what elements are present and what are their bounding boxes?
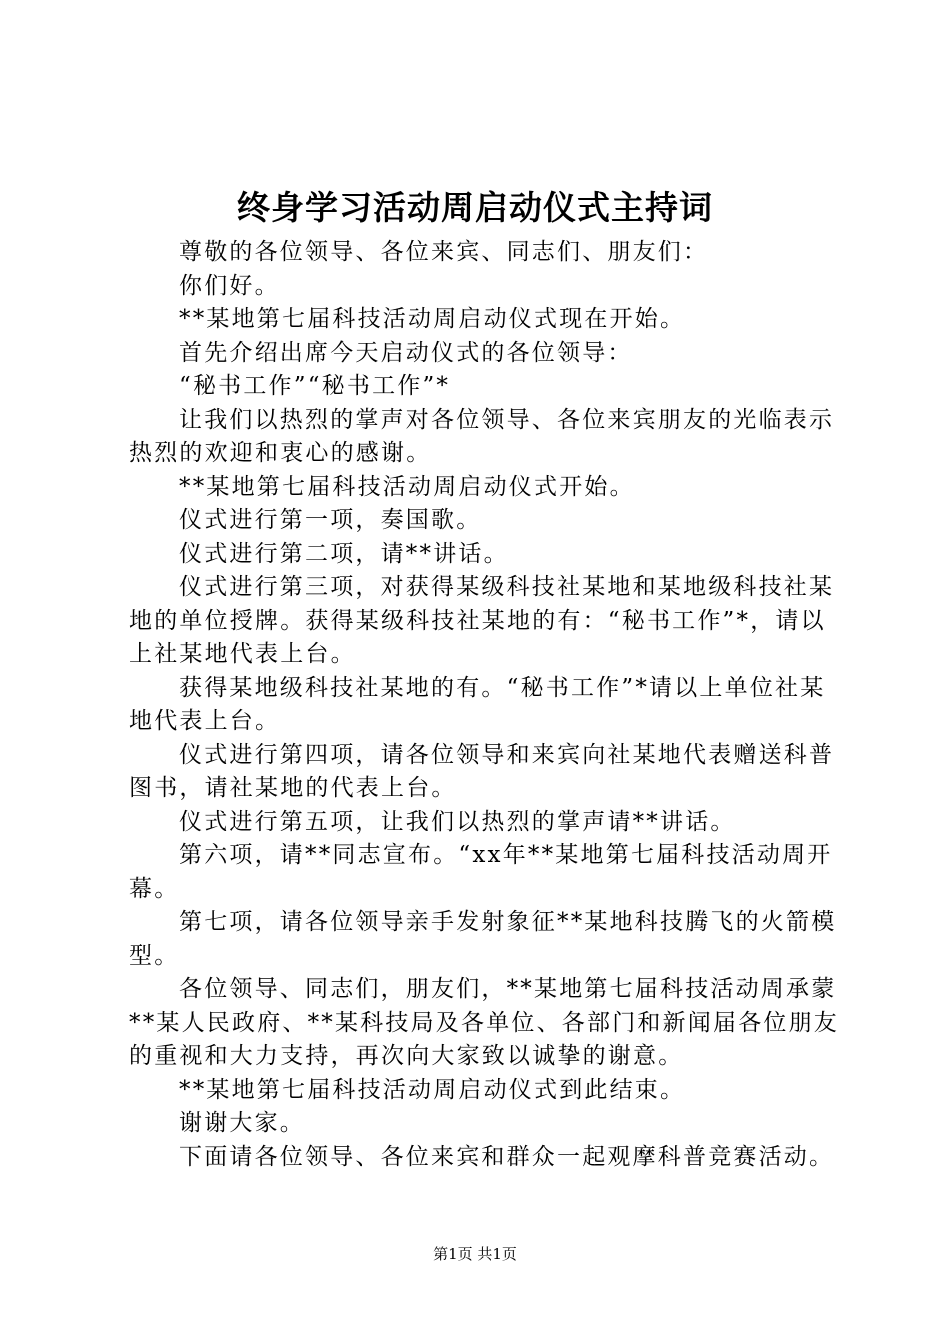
paragraph-item-3: 仪式进行第三项，对获得某级科技社某地和某地级科技社某地的单位授牌。获得某级科技社某地的有：“秘书工作”*，请以上社某地代表上台。	[129, 574, 835, 667]
paragraph-welcome: 让我们以热烈的掌声对各位领导、各位来宾朋友的光临表示热烈的欢迎和衷心的感谢。	[129, 406, 835, 466]
paragraph-item-4: 仪式进行第四项，请各位领导和来宾向社某地代表赠送科普图书，请社某地的代表上台。	[129, 741, 835, 801]
paragraph-ceremony-start: **某地第七届科技活动周启动仪式开始。	[179, 473, 635, 500]
paragraph-introduce-leaders: 首先介绍出席今天启动仪式的各位领导：	[179, 339, 633, 366]
paragraph-thank-you: 谢谢大家。	[179, 1110, 305, 1136]
paragraph-leaders-list: “秘书工作”“秘书工作”*	[179, 373, 451, 399]
paragraph-opening: **某地第七届科技活动周启动仪式现在开始。	[179, 306, 686, 332]
paragraph-closing: 下面请各位领导、各位来宾和群众一起观摩科普竞赛活动。	[179, 1143, 835, 1170]
page-footer: 第1页 共1页	[433, 1245, 517, 1263]
paragraph-greeting: 尊敬的各位领导、各位来宾、同志们、朋友们：	[179, 239, 709, 265]
paragraph-item-2: 仪式进行第二项，请**讲话。	[179, 540, 509, 567]
paragraph-item-7: 第七项，请各位领导亲手发射象征**某地科技腾飞的火箭模型。	[129, 909, 837, 969]
document-title: 终身学习活动周启动仪式主持词	[237, 188, 713, 227]
paragraph-item-1: 仪式进行第一项，奏国歌。	[179, 507, 482, 533]
paragraph-thanks-support: 各位领导、同志们，朋友们，**某地第七届科技活动周承蒙**某人民政府、**某科技局及各单位、各部门和新闻届各位朋友的重视和大力支持，再次向大家致以诚挚的谢意。	[129, 976, 839, 1069]
document-body	[129, 236, 839, 1174]
paragraph-item-6: 第六项，请**同志宣布。“xx年**某地第七届科技活动周开幕。	[129, 842, 833, 902]
paragraph-item-5: 仪式进行第五项，让我们以热烈的掌声请**讲话。	[179, 808, 736, 835]
paragraph-ceremony-end: **某地第七届科技活动周启动仪式到此结束。	[179, 1076, 686, 1103]
paragraph-item-3-cont: 获得某地级科技社某地的有。“秘书工作”*请以上单位社某地代表上台。	[129, 674, 826, 734]
paragraph-hello: 你们好。	[179, 272, 280, 299]
